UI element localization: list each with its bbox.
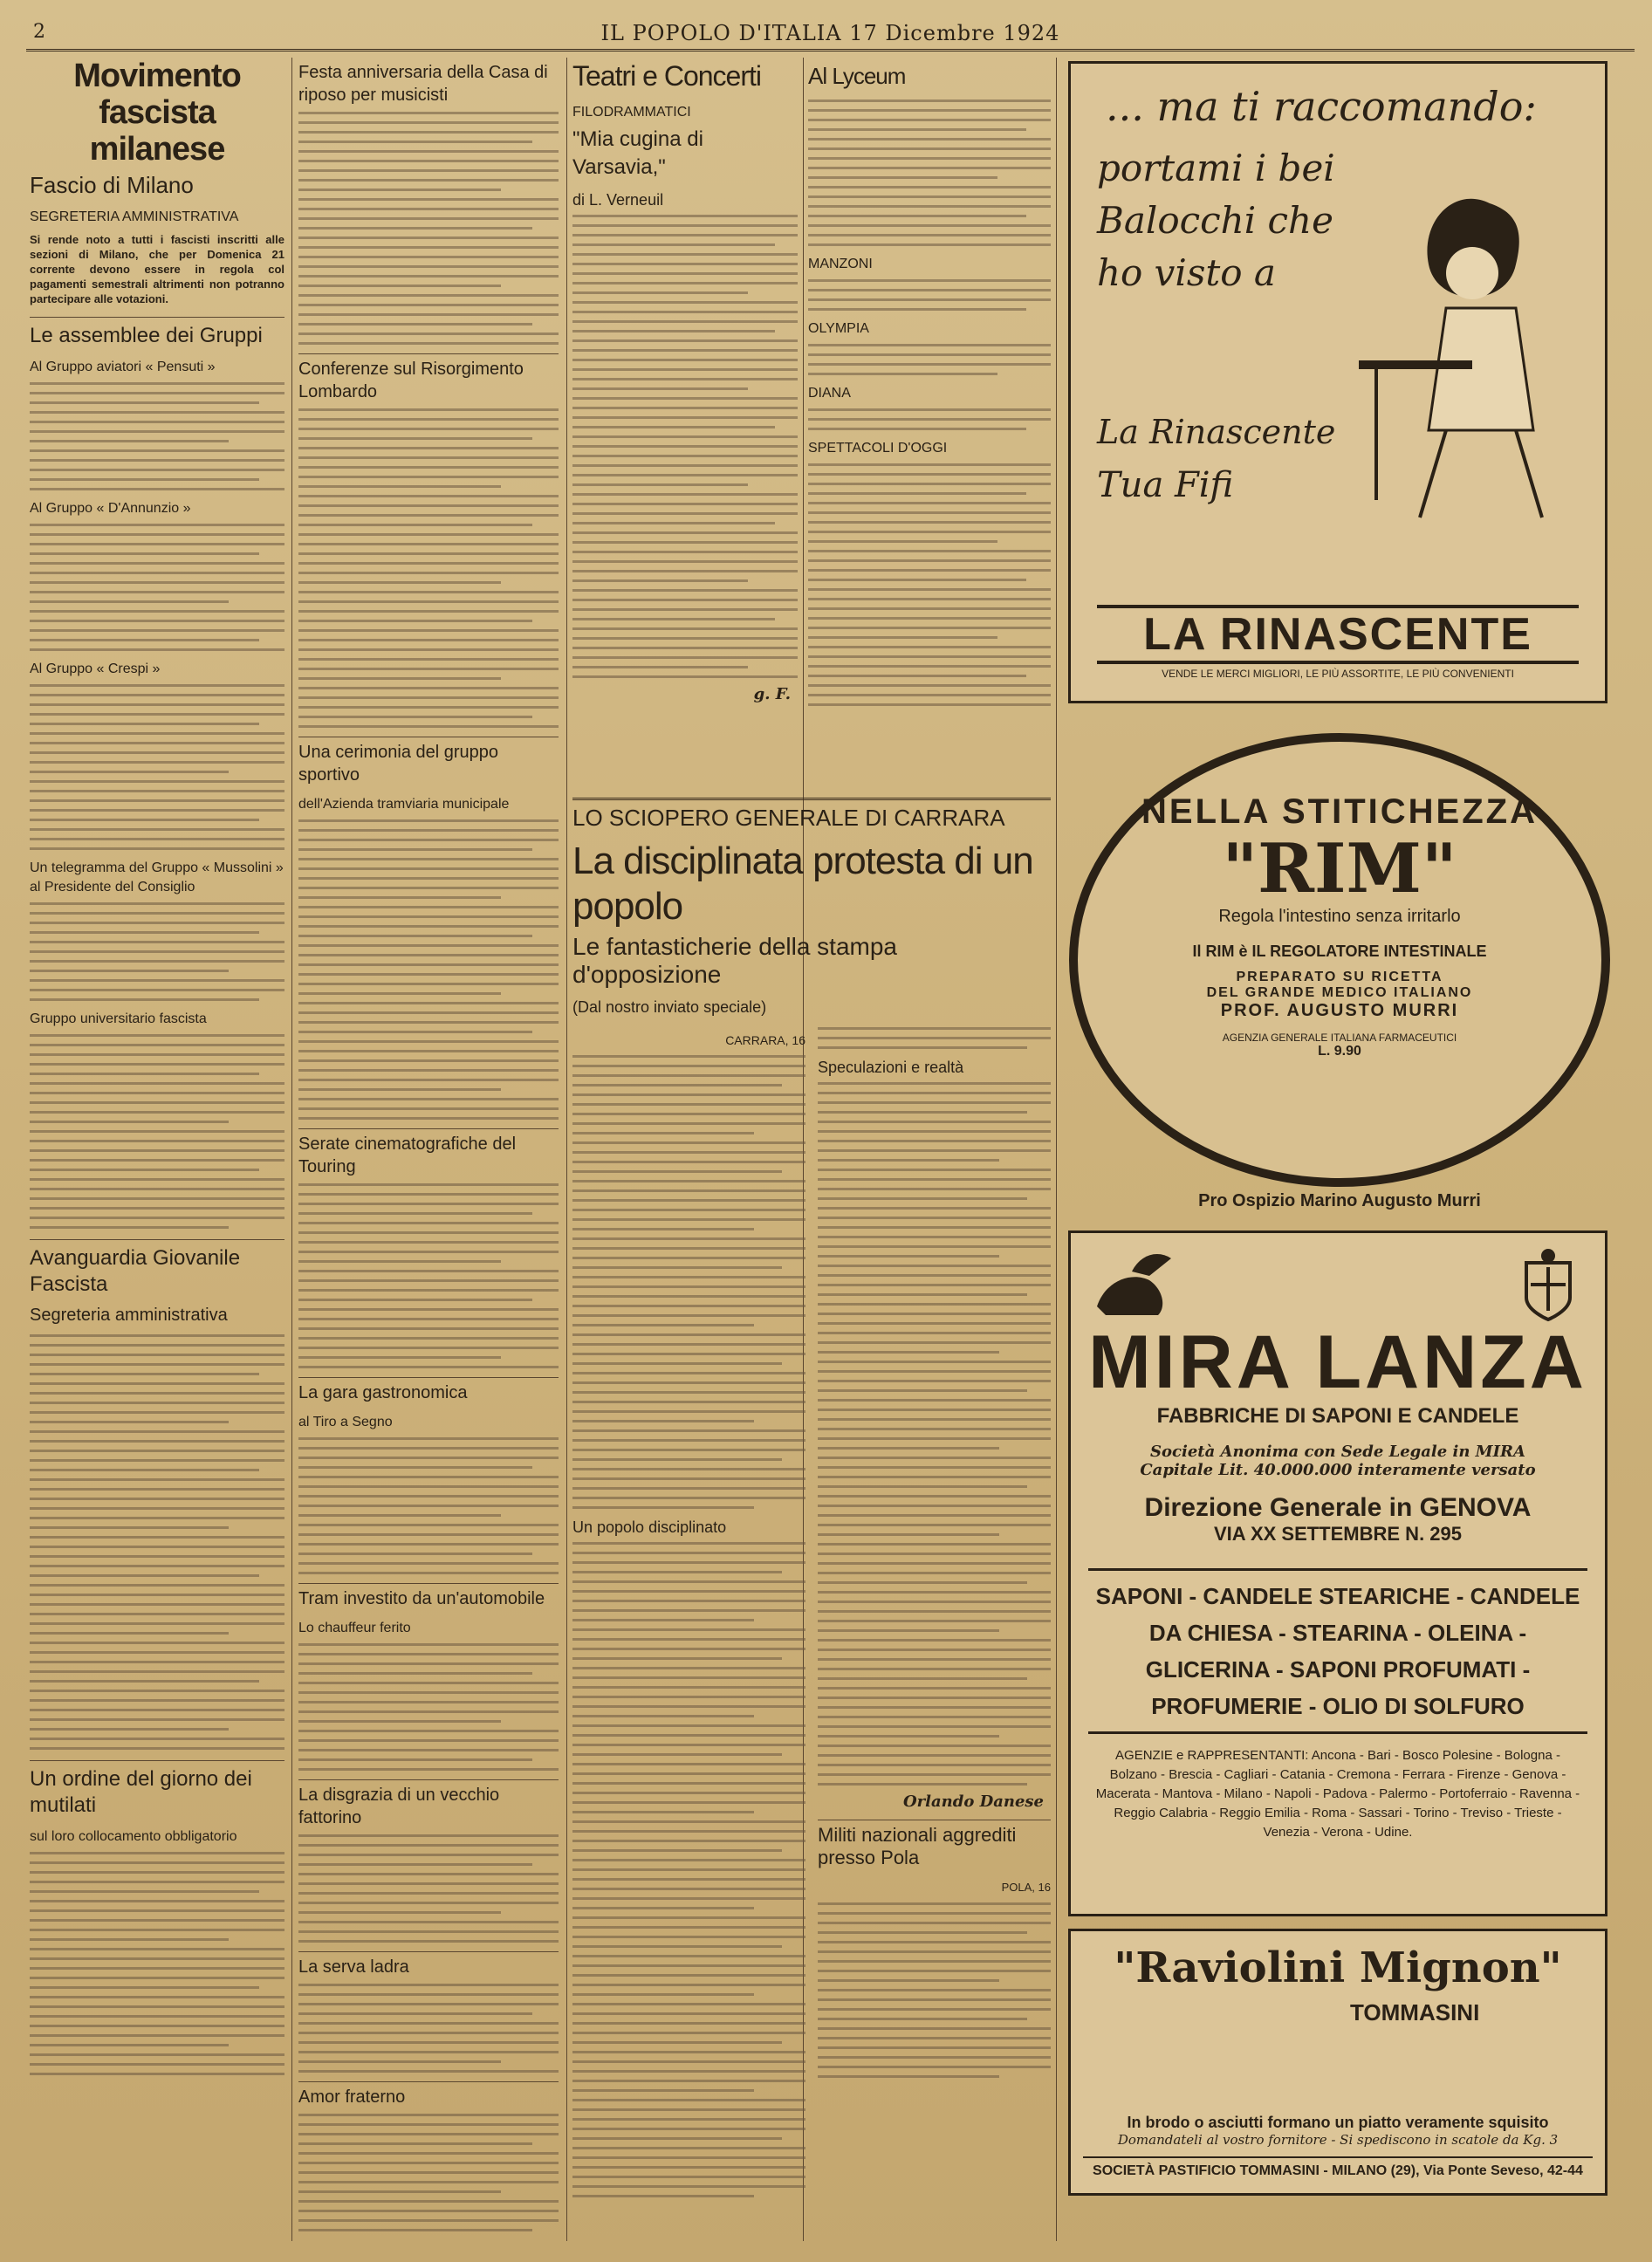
article-body	[298, 1643, 559, 1771]
subhead-cerimonia: dell'Azienda tramviaria municipale	[298, 797, 510, 812]
headline-cerimonia: Una cerimonia del gruppo sportivo	[298, 737, 559, 786]
ad-mira-direction: Direzione Generale in GENOVA	[1144, 1493, 1532, 1522]
ad-raviolini-brand: TOMMASINI	[1350, 1999, 1480, 2026]
ad-rim-text-3: Regola l'intestino senza irritarlo	[1218, 907, 1461, 926]
headline-disgrazia: La disgrazia di un vecchio fattorino	[298, 1779, 559, 1829]
subhead-crespi: Al Gruppo « Crespi »	[30, 661, 161, 676]
headline-amor: Amor fraterno	[298, 2081, 559, 2108]
column-4	[808, 58, 1051, 761]
ad-mira-sub: FABBRICHE DI SAPONI E CANDELE	[1156, 1404, 1519, 1428]
article-body	[30, 902, 284, 1001]
article-body	[808, 408, 1051, 430]
sciopero-section-b: Speculazioni e realtà	[818, 1059, 964, 1076]
sciopero-article	[572, 794, 1051, 2245]
article-body	[572, 215, 798, 678]
section-segreteria-text: Si rende noto a tutti i fascisti inscritti alle sezioni di Milano, che per Domenica 21 corrente devono essere in regola col pagamenti semestrali altrimenti non potranno partecipare alle votazioni.	[30, 233, 284, 305]
ad-rim-text-2: "RIM"	[1222, 829, 1457, 908]
article-body	[808, 99, 1051, 246]
headline-assemblee: Le assemblee dei Gruppi	[30, 317, 284, 349]
section-segreteria: SEGRETERIA AMMINISTRATIVA	[30, 209, 239, 224]
headline-avanguardia: Avanguardia Giovanile Fascista	[30, 1239, 284, 1298]
sciopero-subhead: Le fantasticherie della stampa d'opposizione	[572, 933, 897, 988]
article-body	[298, 1437, 559, 1574]
sciopero-kicker: LO SCIOPERO GENERALE DI CARRARA	[572, 798, 1051, 832]
article-body	[572, 1055, 805, 1509]
ad-mira-address: VIA XX SETTEMBRE N. 295	[1213, 1523, 1463, 1545]
subhead-filodrammatici: FILODRAMMATICI	[572, 105, 691, 120]
ad-mira-company: Società Anonima con Sede Legale in MIRA	[1150, 1443, 1525, 1461]
headline-tram: Tram investito da un'automobile	[298, 1583, 559, 1610]
article-body	[298, 819, 559, 1120]
ad-rim-text-6: DEL GRANDE MEDICO ITALIANO	[1206, 985, 1473, 1000]
article-body	[30, 684, 284, 850]
article-body	[30, 1852, 284, 2075]
article-body	[298, 1834, 559, 1943]
paper-title: IL POPOLO D'ITALIA 17 Dicembre 1924	[600, 21, 1060, 45]
headline-serva: La serva ladra	[298, 1951, 559, 1978]
article-body	[572, 1542, 805, 2197]
sciopero-dateline: CARRARA, 16	[725, 1033, 805, 1047]
sciopero-author: Orlando Danese	[902, 1792, 1044, 1811]
article-body	[818, 1902, 1051, 2078]
ad-mira-capital: Capitale Lit. 40.000.000 interamente versato	[1140, 1461, 1536, 1479]
article-body	[808, 463, 1051, 706]
ad-rim-text-8: AGENZIA GENERALE ITALIANA FARMACEUTICI	[1222, 1032, 1457, 1044]
ad-raviolini-title: "Raviolini Mignon"	[1114, 1943, 1562, 1992]
headline-festa: Festa anniversaria della Casa di riposo per musicisti	[298, 63, 548, 105]
subhead-diana: DIANA	[808, 386, 851, 401]
column-rule	[291, 58, 292, 2241]
article-body	[808, 344, 1051, 375]
article-body	[298, 112, 559, 345]
subhead-manzoni: MANZONI	[808, 257, 873, 271]
headline-militi: Militi nazionali aggrediti presso Pola	[818, 1820, 1051, 1869]
headline-movimento: Movimento fascista milanese	[73, 58, 241, 168]
subhead-spettacoli: SPETTACOLI D'OGGI	[808, 441, 948, 456]
ad-mira-title: MIRA LANZA	[1088, 1320, 1587, 1404]
ad-rinascente	[1068, 61, 1607, 703]
ad-rim	[1069, 733, 1610, 1187]
headline-serate: Serate cinematografiche del Touring	[298, 1128, 559, 1178]
ad-rim-price: L. 9.90	[1318, 1044, 1361, 1059]
crest-emblem-icon	[1518, 1245, 1579, 1324]
column-1	[30, 58, 284, 2245]
play-title: "Mia cugina di Varsavia,"	[572, 127, 703, 179]
subhead-aviatori: Al Gruppo aviatori « Pensuti »	[30, 360, 216, 374]
sciopero-col-left	[572, 1022, 805, 2204]
sciopero-col-right	[818, 1022, 1051, 2204]
ad-rinascente-text-3: La Rinascente	[1097, 413, 1336, 451]
ad-rim-text-5: PREPARATO SU RICETTA	[1236, 970, 1443, 984]
article-body	[298, 408, 559, 728]
ad-raviolini-text: In brodo o asciutti formano un piatto veramente squisito	[1127, 2114, 1549, 2131]
article-body	[30, 1034, 284, 1229]
subhead-telegramma: Un telegramma del Gruppo « Mussolini » al Presidente del Consiglio	[30, 860, 284, 895]
subhead-olympia: OLYMPIA	[808, 321, 869, 336]
ad-rim-footer: Pro Ospizio Marino Augusto Murri	[1198, 1191, 1481, 1210]
page-header	[26, 12, 1635, 51]
subhead-segreteria: Segreteria amministrativa	[30, 1306, 228, 1325]
sciopero-byline: (Dal nostro inviato speciale)	[572, 998, 767, 1016]
ad-mira-agencies: AGENZIE e RAPPRESENTANTI: Ancona - Bari - Bosco Polesine - Bologna - Bolzano - Brescia - Cagliari - Catania - Cremona - Ferrara - Firenze - Genova - Macerata - Mantova - Milano - Napoli - Padova - Palermo - Portoferraio - Ravenna - Reggio Calabria - Reggio Emilia - Roma - Sassari - Torino - Treviso - Trieste - Venezia - Verona - Udine.	[1095, 1748, 1580, 1840]
column-rule	[1056, 58, 1057, 2241]
girl-illustration-icon	[1359, 168, 1586, 535]
subhead-dannunzio: Al Gruppo « D'Annunzio »	[30, 501, 191, 516]
sciopero-section-a: Un popolo disciplinato	[572, 1518, 727, 1536]
sciopero-columns	[572, 1022, 1051, 2204]
headline-teatri: Teatri e Concerti	[572, 60, 761, 92]
ad-mira-lanza	[1068, 1230, 1607, 1916]
article-body	[818, 1082, 1051, 1786]
headline-ordine: Un ordine del giorno dei mutilati	[30, 1760, 284, 1819]
ad-raviolini-footer: SOCIETÀ PASTIFICIO TOMMASINI - MILANO (29), Via Ponte Seveso, 42-44	[1083, 2156, 1593, 2179]
column-rule	[566, 58, 567, 2241]
headline-conferenze: Conferenze sul Risorgimento Lombardo	[298, 353, 559, 403]
ad-rim-text-4: Il RIM è IL REGOLATORE INTESTINALE	[1192, 942, 1487, 960]
subhead-tram: Lo chauffeur ferito	[298, 1621, 411, 1635]
ad-rinascente-tagline: VENDE LE MERCI MIGLIORI, LE PIÙ ASSORTITE, LE PIÙ CONVENIENTI	[1162, 668, 1514, 680]
ad-rinascente-text-2: portami i bei Balocchi che ho visto a	[1097, 147, 1335, 294]
ad-rinascente-text-1: ... ma ti raccomando:	[1106, 83, 1537, 130]
subhead-fascio: Fascio di Milano	[30, 172, 194, 198]
article-body	[30, 1334, 284, 1750]
sciopero-headline: La disciplinata protesta di un popolo	[572, 840, 1033, 928]
headline-lyceum: Al Lyceum	[808, 63, 906, 89]
signature: g. F.	[753, 685, 791, 703]
militi-dateline: POLA, 16	[1001, 1881, 1051, 1894]
article-body	[818, 1027, 1051, 1049]
ad-rinascente-text-4: Tua Fifi	[1097, 465, 1234, 505]
article-body	[30, 524, 284, 651]
page-number: 2	[33, 21, 45, 43]
ad-raviolini	[1068, 1929, 1607, 2196]
ad-rinascente-logo: LA RINASCENTE	[1097, 605, 1579, 664]
headline-gara: La gara gastronomica	[298, 1377, 559, 1404]
column-3	[572, 58, 798, 761]
ad-mira-products: SAPONI - CANDELE STEARICHE - CANDELE DA CHIESA - STEARINA - OLEINA - GLICERINA - SAPONI PROFUMATI - PROFUMERIE - OLIO DI SOLFURO	[1088, 1568, 1587, 1734]
article-body	[298, 2114, 559, 2231]
ad-rim-text-1: NELLA STITICHEZZA	[1141, 792, 1538, 831]
article-body	[298, 1183, 559, 1368]
lion-emblem-icon	[1088, 1245, 1176, 1324]
column-2	[298, 58, 559, 2245]
subhead-gara: al Tiro a Segno	[298, 1415, 393, 1429]
ad-rim-text-7: PROF. AUGUSTO MURRI	[1220, 1001, 1459, 1020]
subhead-ordine: sul loro collocamento obbligatorio	[30, 1829, 237, 1844]
subhead-universitario: Gruppo universitario fascista	[30, 1011, 207, 1026]
article-body	[808, 279, 1051, 311]
article-body	[30, 382, 284, 490]
article-body	[298, 1984, 559, 2073]
ad-raviolini-sub: Domandateli al vostro fornitore - Si spediscono in scatole da Kg. 3	[1117, 2132, 1559, 2148]
play-author: di L. Verneuil	[572, 191, 664, 209]
